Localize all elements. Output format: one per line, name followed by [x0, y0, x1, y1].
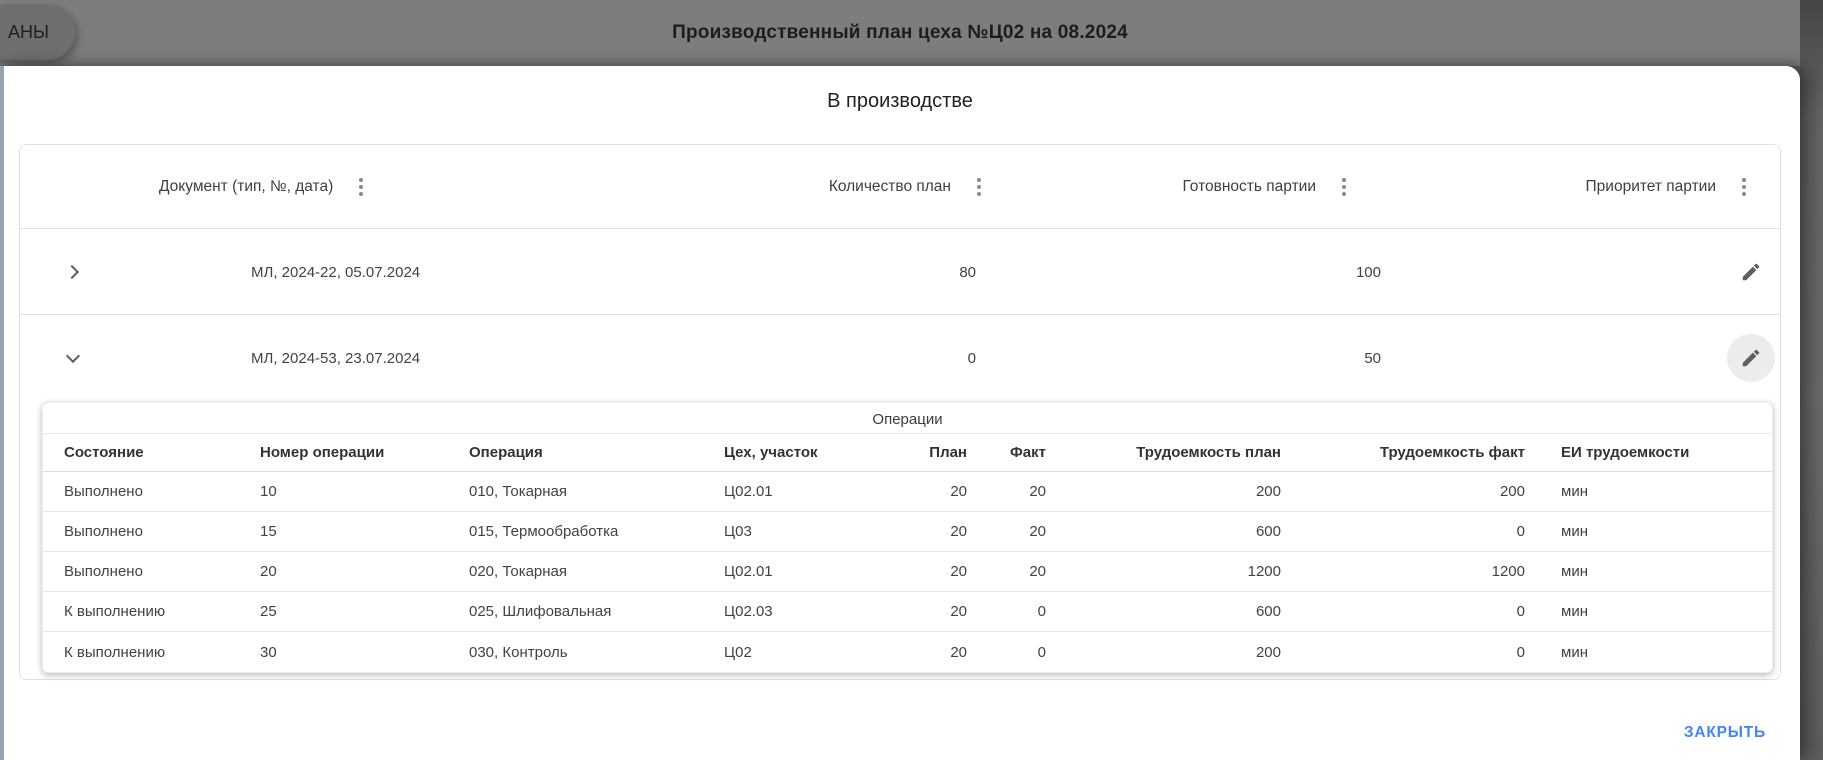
documents-table — [19, 144, 1781, 680]
workshop-cell: Ц02.01 — [724, 483, 773, 500]
labor-fact-cell: 1200 — [1491, 563, 1525, 580]
op-number-cell: 15 — [260, 523, 277, 540]
quantity-plan-cell: 80 — [959, 263, 976, 281]
dialog-title: В производстве — [827, 90, 973, 112]
background-dialog-title: Производственный план цеха №Ц02 на 08.2024 — [672, 22, 1128, 43]
ops-column-state: Состояние — [64, 444, 144, 461]
ops-column-workshop: Цех, участок — [724, 444, 818, 461]
plans-button[interactable]: АНЫ — [0, 4, 75, 60]
labor-fact-cell: 0 — [1516, 643, 1525, 661]
plan-cell: 20 — [950, 643, 967, 661]
state-cell: К выполнению — [64, 643, 166, 661]
state-cell: Выполнено — [64, 563, 143, 580]
labor-plan-cell: 200 — [1255, 483, 1281, 500]
chevron-right-icon — [64, 265, 78, 279]
operation-row — [43, 552, 1772, 592]
labor-plan-cell: 600 — [1255, 523, 1281, 540]
operations-title: Операции — [43, 403, 1772, 434]
state-cell: Выполнено — [64, 523, 143, 540]
labor-unit-cell: мин — [1561, 643, 1588, 661]
fact-cell: 20 — [1029, 563, 1046, 580]
background-dialog-header — [0, 0, 1800, 66]
ops-column-op-number: Номер операции — [260, 444, 385, 461]
plan-cell: 20 — [950, 603, 967, 620]
labor-unit-cell: мин — [1561, 523, 1588, 540]
op-number-cell: 20 — [260, 563, 277, 580]
labor-unit-cell: мин — [1561, 483, 1588, 500]
column-menu-icon[interactable] — [969, 170, 989, 204]
column-header-batch-readiness — [1182, 145, 1354, 229]
fact-cell: 20 — [1029, 483, 1046, 500]
pencil-icon — [1740, 347, 1762, 369]
document-cell: МЛ, 2024-53, 23.07.2024 — [251, 349, 421, 367]
ops-column-labor-fact: Трудоемкость факт — [1379, 444, 1525, 461]
column-menu-icon[interactable] — [351, 170, 371, 204]
document-row[interactable] — [20, 229, 1780, 315]
operation-cell: 015, Термообработка — [469, 523, 619, 540]
edit-row-button[interactable] — [1727, 248, 1775, 296]
column-menu-icon[interactable] — [1734, 170, 1754, 204]
ops-column-plan: План — [929, 444, 967, 461]
op-number-cell: 30 — [260, 643, 277, 661]
workshop-cell: Ц02.01 — [724, 563, 773, 580]
workshop-cell: Ц03 — [724, 523, 752, 540]
document-row[interactable] — [20, 315, 1780, 401]
column-header-batch-priority — [1586, 145, 1754, 229]
column-header-document-label: Документ (тип, №, дата) — [159, 178, 334, 195]
operation-row — [43, 512, 1772, 552]
column-header-batch-priority-label: Приоритет партии — [1585, 178, 1716, 195]
column-menu-icon[interactable] — [1334, 170, 1354, 204]
ops-column-operation: Операция — [469, 444, 543, 461]
labor-fact-cell: 0 — [1516, 523, 1525, 540]
workshop-cell: Ц02 — [724, 643, 752, 661]
operation-cell: 020, Токарная — [469, 563, 568, 580]
expand-row-button[interactable] — [61, 260, 85, 284]
operations-header — [43, 434, 1772, 472]
labor-unit-cell: мин — [1561, 603, 1588, 620]
column-header-batch-readiness-label: Готовность партии — [1182, 178, 1316, 195]
ops-column-labor-unit: ЕИ трудоемкости — [1561, 444, 1690, 461]
documents-table-header — [20, 145, 1780, 229]
ops-column-labor-plan: Трудоемкость план — [1136, 444, 1281, 461]
operation-row — [43, 472, 1772, 512]
pencil-icon — [1740, 261, 1762, 283]
in-production-dialog — [0, 66, 1800, 760]
ops-column-fact: Факт — [1010, 444, 1046, 461]
operation-row — [43, 592, 1772, 632]
plan-cell: 20 — [950, 563, 967, 580]
state-cell: К выполнению — [64, 603, 166, 620]
labor-fact-cell: 0 — [1516, 603, 1525, 620]
plan-cell: 20 — [950, 523, 967, 540]
labor-fact-cell: 200 — [1499, 483, 1525, 500]
quantity-plan-cell: 0 — [967, 349, 976, 367]
op-number-cell: 25 — [260, 603, 277, 620]
edit-row-button[interactable] — [1727, 334, 1775, 382]
close-button[interactable]: ЗАКРЫТЬ — [1674, 714, 1776, 752]
operation-cell: 030, Контроль — [469, 643, 568, 661]
fact-cell: 20 — [1029, 523, 1046, 540]
column-header-quantity-plan — [829, 145, 989, 229]
document-cell: МЛ, 2024-22, 05.07.2024 — [251, 263, 421, 281]
column-header-quantity-plan-label: Количество план — [828, 178, 951, 195]
labor-plan-cell: 1200 — [1247, 563, 1281, 580]
fact-cell: 0 — [1037, 643, 1046, 661]
fact-cell: 0 — [1037, 603, 1046, 620]
chevron-down-icon — [66, 349, 80, 363]
batch-readiness-cell: 50 — [1364, 349, 1381, 367]
operations-panel — [42, 402, 1773, 673]
operation-cell: 025, Шлифовальная — [469, 603, 612, 620]
column-header-document — [159, 145, 371, 229]
labor-plan-cell: 200 — [1255, 643, 1281, 661]
batch-readiness-cell: 100 — [1355, 263, 1381, 281]
state-cell: Выполнено — [64, 483, 143, 500]
operation-row — [43, 632, 1772, 672]
op-number-cell: 10 — [260, 483, 277, 500]
left-edge-strip — [0, 66, 4, 760]
workshop-cell: Ц02.03 — [724, 603, 773, 620]
overlay-backdrop — [1800, 0, 1823, 760]
labor-unit-cell: мин — [1561, 563, 1588, 580]
operation-cell: 010, Токарная — [469, 483, 568, 500]
collapse-row-button[interactable] — [61, 346, 85, 370]
labor-plan-cell: 600 — [1255, 603, 1281, 620]
plan-cell: 20 — [950, 483, 967, 500]
